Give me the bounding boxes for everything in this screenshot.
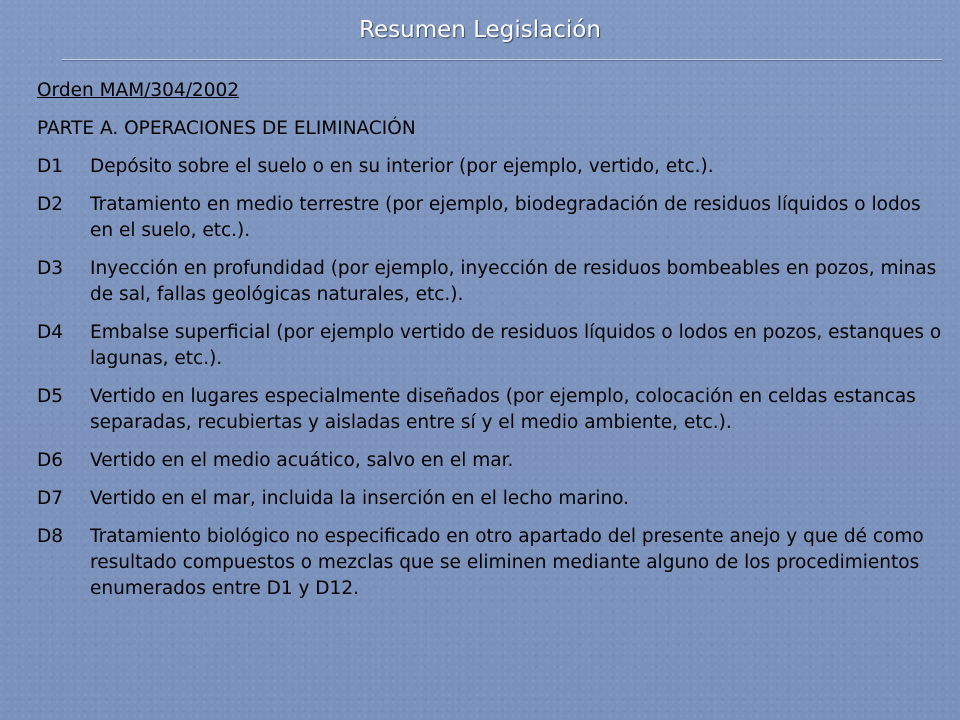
item-code: D1 [37,156,64,177]
title-divider [62,59,942,61]
item-text: Vertido en el medio acuático, salvo en el mar. [90,450,514,471]
list-item [37,320,942,372]
list-item [37,524,942,602]
item-code: D8 [37,526,64,547]
item-code: D2 [37,194,64,215]
slide-title: Resumen Legislación [359,17,601,43]
item-code: D7 [37,488,64,509]
section-title: PARTE A. OPERACIONES DE ELIMINACIÓN [37,118,416,139]
slide-content [37,78,942,614]
item-code: D3 [37,258,64,279]
list-item [37,384,942,436]
regulation-subheading: Orden MAM/304/2002 [37,80,240,101]
item-text: Embalse superficial (por ejemplo vertido de residuos líquidos o lodos en pozos, estanques o lagunas, etc.). [90,322,942,369]
list-item [37,486,942,512]
item-text: Tratamiento en medio terrestre (por ejemplo, biodegradación de residuos líquidos o lodos en el suelo, etc.). [90,194,921,241]
list-item [37,192,942,244]
list-item [37,448,942,474]
item-text: Tratamiento biológico no especificado en otro apartado del presente anejo y que dé como resultado compuestos o mezclas que se eliminen mediante alguno de los procedimientos enumerados entre D1 y D12. [90,526,924,599]
list-item [37,256,942,308]
item-code: D5 [37,386,64,407]
item-code: D6 [37,450,64,471]
list-item [37,154,942,180]
item-text: Vertido en el mar, incluida la inserción en el lecho marino. [90,488,630,509]
item-code: D4 [37,322,64,343]
item-text: Depósito sobre el suelo o en su interior (por ejemplo, vertido, etc.). [90,156,714,177]
item-text: Inyección en profundidad (por ejemplo, inyección de residuos bombeables en pozos, minas de sal, fallas geológicas naturales, etc.). [90,258,937,305]
item-text: Vertido en lugares especialmente diseñados (por ejemplo, colocación en celdas estancas separadas, recubiertas y aisladas entre sí y el medio ambiente, etc.). [90,386,916,433]
